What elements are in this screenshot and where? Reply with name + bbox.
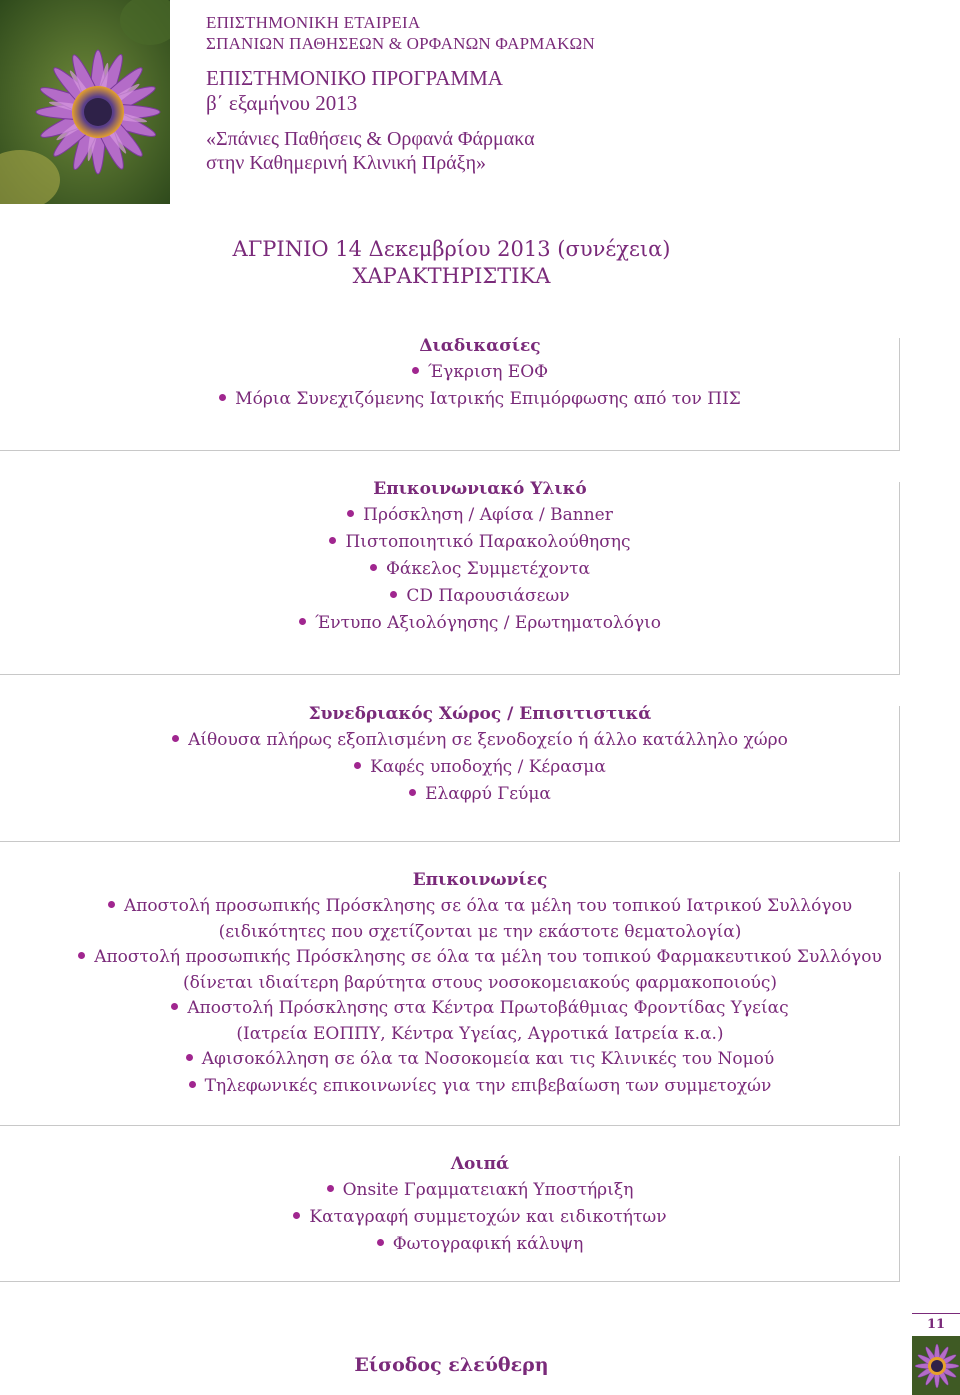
list-item: Αποστολή Πρόσκλησης στα Κέντρα Πρωτοβάθμιας Φροντίδας Υγείας — [0, 995, 960, 1022]
event-title: ΑΓΡΙΝΙΟ 14 Δεκεμβρίου 2013 (συνέχεια) — [232, 237, 671, 261]
organization-name: ΕΠΙΣΤΗΜΟΝΙΚΗ ΕΤΑΙΡΕΙΑ — [206, 13, 421, 32]
list-item: Έντυπο Αξιολόγησης / Ερωτηματολόγιο — [0, 610, 960, 637]
list-item: Αφισοκόλληση σε όλα τα Νοσοκομεία και τις Κλινικές του Νομού — [0, 1046, 960, 1073]
section-title: Λοιπά — [450, 1154, 510, 1174]
list-item: Πιστοποιητικό Παρακολούθησης — [0, 529, 960, 556]
divider — [0, 1125, 900, 1126]
bullet-icon — [108, 901, 115, 908]
bullet-icon — [354, 762, 361, 769]
divider — [0, 841, 900, 842]
program-subtitle-line2: στην Καθημερινή Κλινική Πράξη» — [206, 152, 487, 174]
bullet-icon — [78, 952, 85, 959]
section-other — [0, 1152, 960, 1258]
list-item: Onsite Γραμματειακή Υποστήριξη — [0, 1177, 960, 1204]
section-procedures — [0, 334, 960, 413]
bullet-icon — [377, 1239, 384, 1246]
bullet-icon — [390, 591, 397, 598]
page-number: 11 — [926, 1317, 946, 1332]
bullet-icon — [327, 1185, 334, 1192]
list-item: Μόρια Συνεχιζόμενης Ιατρικής Επιμόρφωσης από τον ΠΙΣ — [0, 386, 960, 413]
list-item: Πρόσκληση / Αφίσα / Banner — [0, 502, 960, 529]
free-entry-note: Είσοδος ελεύθερη — [354, 1354, 549, 1376]
divider — [0, 450, 900, 451]
divider — [899, 338, 900, 450]
program-semester: β΄ εξαμήνου 2013 — [206, 91, 358, 115]
bullet-icon — [293, 1212, 300, 1219]
features-heading: ΧΑΡΑΚΤΗΡΙΣΤΙΚΑ — [352, 264, 551, 288]
list-item: Αίθουσα πλήρως εξοπλισμένη σε ξενοδοχείο ή άλλο κατάλληλο χώρο — [0, 727, 960, 754]
list-item: Αποστολή προσωπικής Πρόσκλησης σε όλα τα μέλη του τοπικού Φαρμακευτικού Συλλόγου — [0, 944, 960, 971]
bullet-icon — [409, 789, 416, 796]
list-item: Καφές υποδοχής / Κέρασμα — [0, 754, 960, 781]
bullet-icon — [171, 1003, 178, 1010]
section-title: Επικοινωνίες — [412, 870, 548, 890]
flower-thumbnail — [912, 1336, 960, 1395]
page-title — [0, 236, 903, 290]
organization-name-line2: ΣΠΑΝΙΩΝ ΠΑΘΗΣΕΩΝ & ΟΡΦΑΝΩΝ ΦΑΡΜΑΚΩΝ — [206, 34, 595, 53]
divider — [899, 482, 900, 674]
page-number-box — [912, 1313, 960, 1333]
list-item-note: (ειδικότητες που σχετίζονται με την εκάστοτε θεματολογία) — [218, 922, 742, 942]
list-item-note: (Ιατρεία ΕΟΠΠΥ, Κέντρα Υγείας, Αγροτικά Ιατρεία κ.α.) — [236, 1024, 724, 1044]
bullet-icon — [186, 1054, 193, 1061]
section-title: Επικοινωνιακό Υλικό — [373, 479, 587, 499]
divider — [899, 706, 900, 841]
list-item: Αποστολή προσωπικής Πρόσκλησης σε όλα τα μέλη του τοπικού Ιατρικού Συλλόγου — [0, 893, 960, 920]
section-venue — [0, 702, 960, 808]
bullet-icon — [299, 618, 306, 625]
program-subtitle: «Σπάνιες Παθήσεις & Ορφανά Φάρμακα — [206, 128, 535, 150]
list-item-note: (δίνεται ιδιαίτερη βαρύτητα στους νοσοκομειακούς φαρμακοποιούς) — [182, 973, 778, 993]
divider — [899, 1156, 900, 1281]
divider — [0, 674, 900, 675]
bullet-icon — [172, 735, 179, 742]
list-item: Καταγραφή συμμετοχών και ειδικοτήτων — [0, 1204, 960, 1231]
list-item: CD Παρουσιάσεων — [0, 583, 960, 610]
bullet-icon — [189, 1081, 196, 1088]
list-item: Έγκριση ΕΟΦ — [0, 359, 960, 386]
bullet-icon — [412, 367, 419, 374]
bullet-icon — [370, 564, 377, 571]
section-communications — [0, 868, 960, 1100]
program-title: ΕΠΙΣΤΗΜΟΝΙΚΟ ΠΡΟΓΡΑΜΜΑ — [206, 66, 503, 90]
section-title: Συνεδριακός Χώρος / Επισιτιστικά — [308, 704, 652, 724]
list-item: Ελαφρύ Γεύμα — [0, 781, 960, 808]
list-item: Φωτογραφική κάλυψη — [0, 1231, 960, 1258]
flower-photo — [0, 0, 170, 204]
list-item: Τηλεφωνικές επικοινωνίες για την επιβεβαίωση των συμμετοχών — [0, 1073, 960, 1100]
section-materials — [0, 477, 960, 637]
bullet-icon — [347, 510, 354, 517]
divider — [0, 1281, 900, 1282]
bullet-icon — [329, 537, 336, 544]
list-item: Φάκελος Συμμετέχοντα — [0, 556, 960, 583]
divider — [899, 872, 900, 1125]
section-title: Διαδικασίες — [419, 336, 541, 356]
bullet-icon — [219, 394, 226, 401]
header — [206, 12, 926, 175]
